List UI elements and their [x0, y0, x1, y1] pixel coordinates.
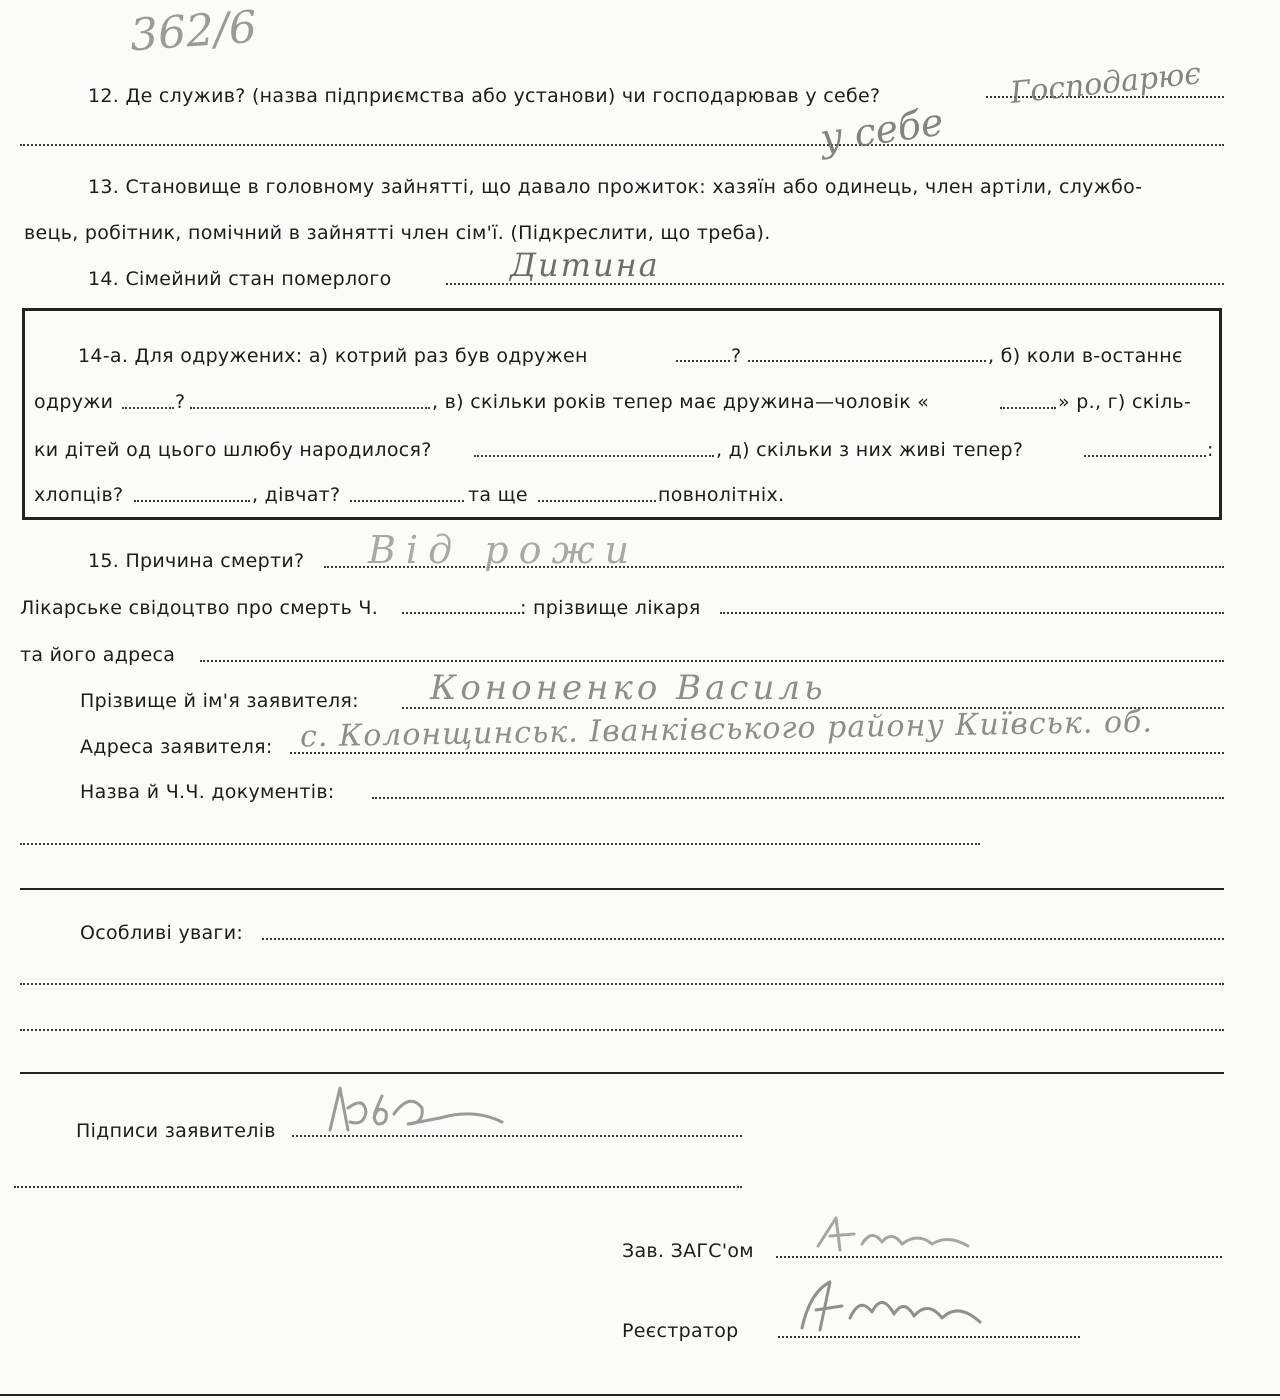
q14a-line-4d: повнолітніх. [658, 484, 785, 506]
q14a-line-4-field-2 [350, 500, 464, 502]
remarks-label: Особливі уваги: [80, 922, 244, 944]
q14a-line-2a: одружи [34, 391, 114, 413]
q14a-line-4a: хлопців? [34, 484, 124, 506]
q15-label: 15. Причина смерти? [88, 550, 305, 572]
q14a-line-4c: та ще [468, 484, 528, 506]
q12-answer-handwritten-2: у себе [817, 99, 947, 161]
medical-certificate-number-line [402, 612, 520, 614]
married-info-box [22, 308, 1222, 520]
documents-line-2 [20, 843, 980, 845]
q14a-line-1a: 14-а. Для одружених: а) котрий раз був одружен [78, 345, 588, 367]
applicant-address-line [290, 752, 1224, 754]
q14a-line-1b: , б) коли в-останнє [988, 345, 1183, 367]
applicant-signature [324, 1078, 524, 1148]
q14a-line-4-field-1 [134, 500, 250, 502]
applicant-name-label: Прізвище й ім'я заявителя: [80, 690, 359, 712]
documents-label: Назва й Ч.Ч. документів: [80, 781, 335, 803]
q14a-line-3-field-2 [1084, 455, 1206, 457]
zags-head-label: Зав. ЗАГС'ом [622, 1240, 754, 1262]
applicant-address-label: Адреса заявителя: [80, 736, 273, 758]
applicant-name-handwritten: Кононенко Василь [430, 668, 827, 708]
q12-answer-handwritten: Господарює [1008, 56, 1203, 111]
q14a-line-1-field-2 [748, 360, 986, 362]
remarks-line-3 [20, 1029, 1224, 1031]
q14a-line-2-field-3 [1000, 407, 1056, 409]
doctor-address-label: та його адреса [20, 644, 176, 666]
registrar-label: Реєстратор [622, 1320, 739, 1342]
q14a-line-3a: ки дітей од цього шлюбу народилося? [34, 439, 432, 461]
section-divider-2 [20, 1072, 1224, 1074]
q14a-line-3-field-1 [474, 455, 714, 457]
documents-line [372, 797, 1224, 799]
q14a-line-4-field-3 [538, 500, 656, 502]
q14a-line-3c: : [1207, 439, 1214, 461]
remarks-line-2 [20, 983, 1224, 985]
doctor-name-line [720, 612, 1224, 614]
q14a-line-3b: , д) скільки з них живі тепер? [716, 439, 1024, 461]
q15-answer-handwritten: Від рожи [368, 528, 640, 572]
q14a-line-1-field-1 [676, 360, 730, 362]
q14a-line-4b: , дівчат? [252, 484, 341, 506]
applicant-address-handwritten: с. Колонщинськ. Іванківського району Київськ. об. [299, 704, 1154, 755]
doctor-address-line [200, 660, 1224, 662]
q14a-line-1q: ? [731, 345, 742, 367]
remarks-line-1 [262, 938, 1224, 940]
q14-answer-handwritten: Дитина [510, 246, 660, 284]
q14a-line-2q: ? [175, 391, 186, 413]
registrar-signature [790, 1272, 1010, 1342]
q14a-line-2-field-1 [122, 407, 174, 409]
doctor-name-label: : прізвище лікаря [520, 597, 701, 619]
q14-label: 14. Сімейний стан померлого [88, 268, 392, 290]
q14a-line-2b: , в) скільки років тепер має дружина—чоловік « [432, 391, 930, 413]
medical-certificate-label: Лікарське свідоцтво про смерть Ч. [20, 597, 379, 619]
q13-line-2: вець, робітник, помічний в зайнятті член сім'ї. (Підкреслити, що треба). [24, 222, 771, 244]
signatures-line-2 [14, 1186, 742, 1188]
zags-head-signature [800, 1206, 1000, 1262]
bottom-edge-line [0, 1394, 1280, 1396]
archive-number: 362/6 [128, 1, 259, 62]
q12-label: 12. Де служив? (назва підприємства або установи) чи господарював у себе? [88, 85, 881, 107]
q12-answer-line-2 [20, 144, 1224, 146]
q13-line-1: 13. Становище в головному зайнятті, що давало прожиток: хазяїн або одинець, член артіли, службо- [88, 176, 1143, 198]
signatures-label: Підписи заявителів [76, 1120, 276, 1142]
q14a-line-2-field-2 [190, 407, 430, 409]
section-divider-1 [20, 888, 1224, 890]
q14a-line-2c: » р., г) скіль- [1058, 391, 1192, 413]
